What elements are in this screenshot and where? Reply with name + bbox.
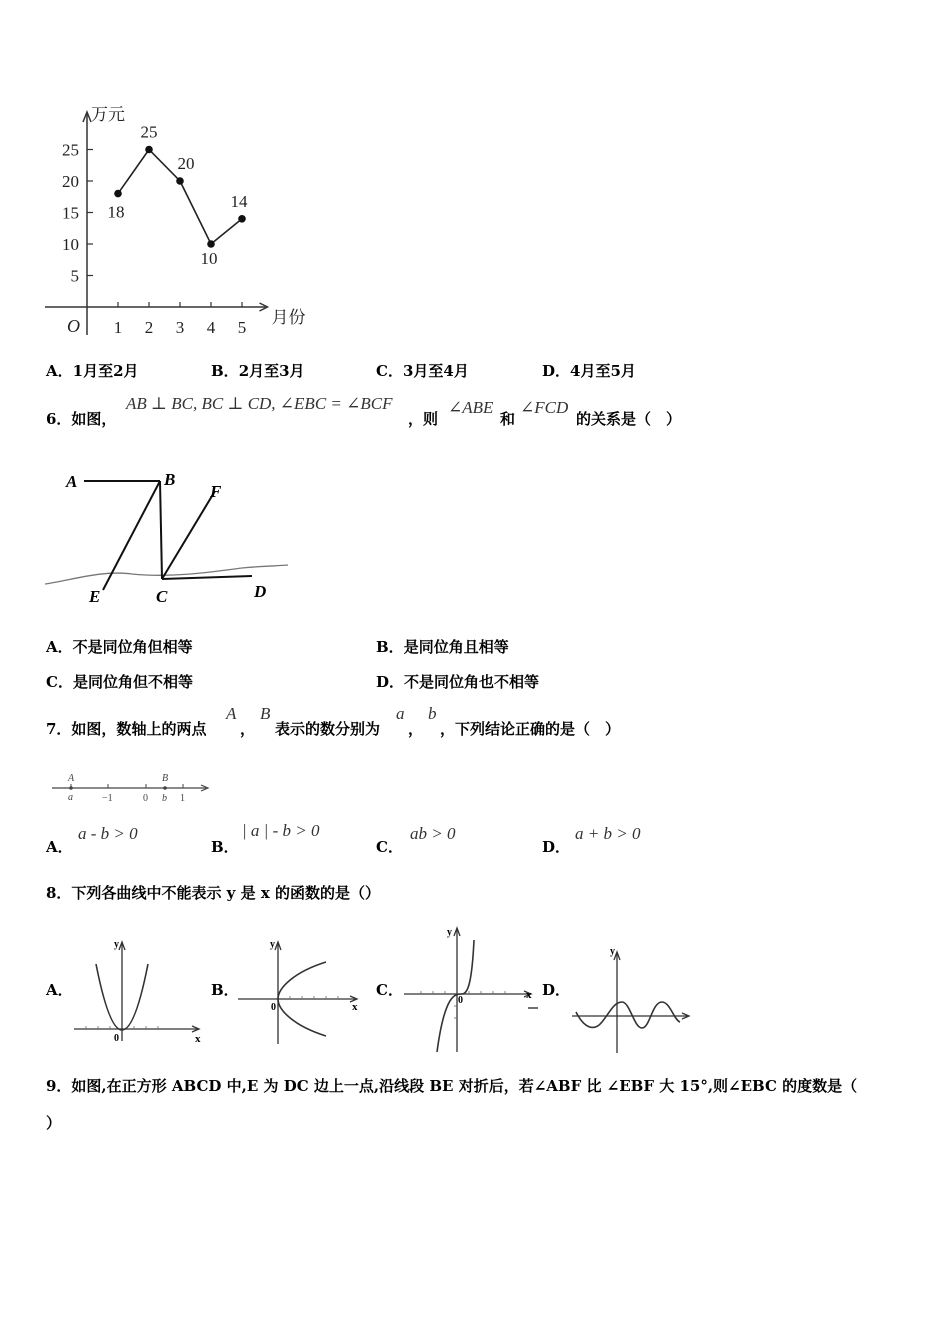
q8-curve-c [437, 940, 474, 1052]
svg-text:y: y [610, 946, 615, 957]
q6-figure [42, 462, 292, 607]
q7-comma2: ， [408, 720, 424, 738]
q7-dot-b [163, 786, 167, 790]
q7-label-0: 0 [143, 793, 148, 804]
y-tick-label: 20 [62, 172, 79, 191]
q9-line2: ） [46, 1114, 62, 1132]
svg-text:x: x [195, 1033, 201, 1045]
svg-text:y: y [447, 927, 452, 938]
y-tick-label: 25 [62, 140, 79, 160]
x-tick-label: 3 [175, 318, 185, 337]
q6-segment-bc [160, 481, 162, 579]
q6-label-f: F [210, 482, 222, 501]
svg-text:y: y [114, 939, 119, 950]
svg-text:0: 0 [114, 1033, 119, 1044]
data-point [207, 240, 215, 248]
data-point [114, 190, 122, 198]
q6-angle-abe: ∠ABE [448, 398, 494, 417]
svg-text:x: x [352, 1001, 358, 1013]
svg-text:x: x [526, 989, 532, 1001]
data-point [145, 146, 153, 154]
q7-option-a-letter: A． [46, 838, 73, 856]
q6-baseline [45, 565, 288, 584]
q7-number: 7．如图，数轴上的两点 [46, 720, 207, 738]
q7-label-B: B [162, 773, 169, 784]
y-axis-label: 万元 [91, 105, 125, 124]
q7-option-c-expr: ab > 0 [410, 824, 456, 843]
q8-stem: 8．下列各曲线中不能表示 y 是 x 的函数的是（） [46, 884, 380, 902]
q8-graph-c [400, 922, 542, 1056]
q6-and: 和 [500, 410, 516, 428]
q6-label-c: C [156, 587, 168, 606]
q6-angle-fcd: ∠FCD [520, 398, 569, 417]
q6-option-a: A．不是同位角但相等 [46, 638, 193, 656]
q7-comma1: ， [240, 720, 256, 738]
q7-label-b: b [162, 793, 167, 804]
y-tick-label: 5 [70, 266, 79, 286]
q8-graph-b [234, 936, 364, 1046]
svg-text:0: 0 [458, 995, 463, 1006]
q7-label-m1: −1 [102, 793, 113, 804]
q7-point-a: A [226, 704, 237, 723]
q6-tail: 的关系是（ ） [576, 410, 682, 428]
q8-option-d-letter: D． [542, 981, 571, 999]
q7-label-a: a [68, 792, 73, 803]
q6-label-e: E [89, 587, 101, 606]
q5-option-b: B．2月至3月 [211, 362, 305, 380]
data-label: 14 [230, 191, 248, 211]
data-point [176, 177, 184, 185]
y-tick-label: 10 [62, 235, 79, 254]
q7-point-b: B [260, 704, 271, 723]
q8-option-a-letter: A． [46, 981, 73, 999]
q7-number-line [48, 768, 213, 808]
q9-line1: 9．如图,在正方形 ABCD 中,E 为 DC 边上一点,沿线段 BE 对折后，若∠ABF 比 ∠EBF 大 15°,则∠EBC 的度数是（ [46, 1077, 858, 1095]
q7-option-c-letter: C． [376, 838, 403, 856]
q7-dot-a [69, 786, 73, 790]
q5-option-d: D．4月至5月 [542, 362, 636, 380]
q8-graph-a [70, 936, 205, 1046]
q7-option-a-expr: a - b > 0 [78, 824, 138, 843]
q7-mid: 表示的数分别为 [275, 720, 381, 738]
data-point [238, 215, 246, 223]
x-axis-label: 月份 [271, 308, 306, 327]
q7-tail: ，下列结论正确的是（ ） [440, 720, 621, 738]
x-tick-label: 5 [237, 318, 247, 337]
data-label: 20 [177, 154, 195, 173]
x-tick-label: 4 [206, 318, 216, 337]
x-tick-label: 1 [113, 318, 123, 337]
q7-option-d-expr: a + b > 0 [575, 824, 641, 843]
q6-segment-cf [162, 491, 215, 579]
q6-condition: AB ⊥ BC, BC ⊥ CD, ∠EBC = ∠BCF [126, 394, 393, 413]
q7-option-d-letter: D． [542, 838, 571, 856]
data-label: 25 [140, 122, 158, 142]
q6-label-d: D [254, 582, 267, 601]
origin-label: O [67, 316, 80, 336]
q8-graph-d [566, 940, 696, 1056]
q7-label-1: 1 [180, 793, 185, 804]
q6-label-a: A [66, 472, 78, 491]
q6-label-b: B [164, 470, 176, 489]
x-tick-label: 2 [144, 318, 154, 337]
q7-option-b-letter: B． [211, 838, 239, 856]
q7-value-b: b [428, 704, 437, 723]
q8-curve-d [576, 1002, 680, 1028]
q6-then: ，则 [408, 410, 439, 428]
q8-option-b-letter: B． [211, 981, 239, 999]
q7-option-b-expr: | a | - b > 0 [242, 821, 320, 840]
q6-segment-cd [162, 576, 252, 579]
line-chart [40, 100, 320, 340]
chart-layer [45, 105, 306, 337]
q6-option-c: C．是同位角但不相等 [46, 673, 193, 691]
data-label: 18 [107, 202, 125, 222]
q6-number: 6．如图， [46, 410, 117, 428]
q8-option-c-letter: C． [376, 981, 403, 999]
q7-label-A: A [68, 773, 75, 784]
y-tick-label: 15 [62, 203, 79, 223]
svg-text:0: 0 [271, 1002, 276, 1013]
q5-option-a: A．1月至2月 [46, 362, 139, 380]
q7-value-a: a [396, 704, 405, 723]
data-label: 10 [200, 249, 218, 268]
q5-option-c: C．3月至4月 [376, 362, 469, 380]
q6-option-b: B．是同位角且相等 [376, 638, 509, 656]
q6-option-d: D．不是同位角也不相等 [376, 673, 540, 691]
svg-text:y: y [270, 939, 275, 950]
